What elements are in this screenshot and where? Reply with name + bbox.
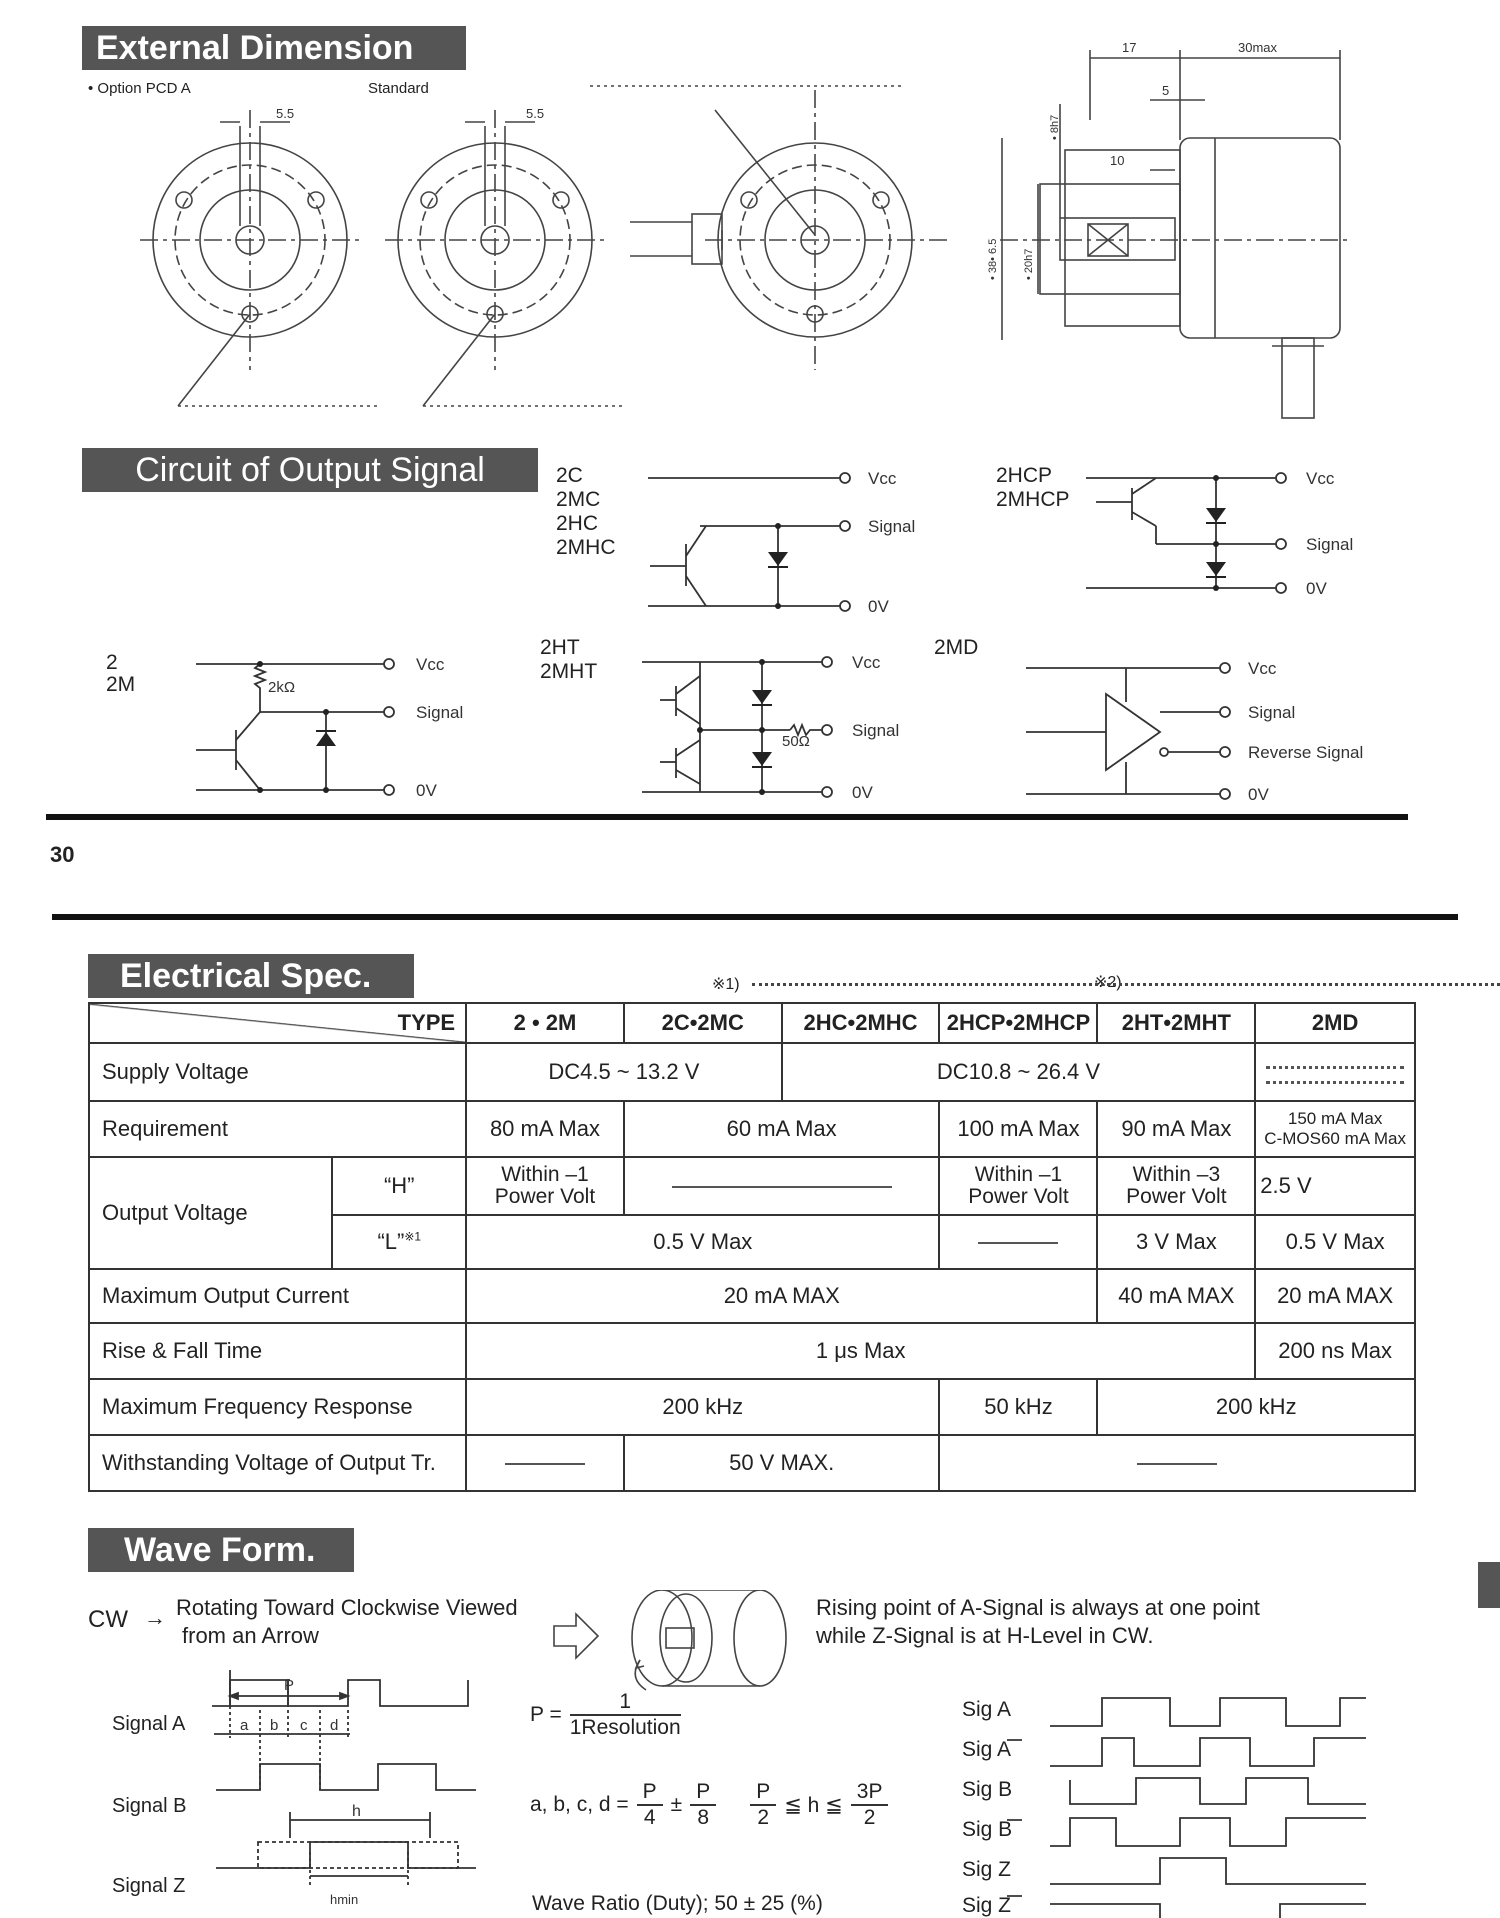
c2ht-resistor: 50Ω xyxy=(782,733,810,750)
frac-3p2 xyxy=(851,1780,889,1830)
frac-3p2-num: 3P xyxy=(851,1780,889,1806)
ov-l-mark: ※1 xyxy=(404,1229,422,1244)
rf-c15: 1 μs Max xyxy=(466,1323,1255,1379)
dim-10: 10 xyxy=(1110,153,1125,168)
dim-5-5-b: 5.5 xyxy=(526,106,545,121)
circuit-types-2ht: 2HT 2MHT xyxy=(540,636,598,683)
circuit-types-2c: 2C 2MC 2HC 2MHC xyxy=(556,464,616,559)
row-max-output-current: Maximum Output Current xyxy=(89,1269,466,1323)
formula-abcd xyxy=(530,1780,888,1830)
ov-l-c123: 0.5 V Max xyxy=(466,1215,939,1269)
dim-phi38: • 38• 6.5 xyxy=(987,238,999,280)
ov-l-label-cell xyxy=(332,1215,466,1269)
sig-b-bar: Sig B xyxy=(962,1818,1013,1841)
frac-p8-den: 8 xyxy=(697,1806,710,1829)
cw-arrow: → xyxy=(144,1605,166,1630)
rising-note-1: Rising point of A-Signal is always at one point xyxy=(816,1595,1260,1620)
wave-form-header xyxy=(88,1528,354,1572)
moc-c14: 20 mA MAX xyxy=(466,1269,1097,1323)
req-c6b: C-MOS60 mA Max xyxy=(1264,1129,1406,1148)
formula-p xyxy=(530,1690,681,1740)
ov-h-label: “H” xyxy=(332,1157,466,1215)
ws-c1 xyxy=(466,1435,624,1491)
c2-signal: Signal xyxy=(416,703,464,722)
timing-d: d xyxy=(330,1717,339,1734)
encoder-sketch xyxy=(550,1590,810,1700)
c2md-vcc: Vcc xyxy=(1248,659,1277,678)
req-c5: 90 mA Max xyxy=(1097,1101,1255,1157)
formula-pm: ± xyxy=(670,1793,683,1816)
mf-c123: 200 kHz xyxy=(466,1379,939,1435)
circuit-types-2md: 2MD xyxy=(934,636,979,659)
timing-h: h xyxy=(352,1803,361,1820)
col-2hc-2mhc: 2HC•2MHC xyxy=(782,1003,940,1043)
frac-3p2-den: 2 xyxy=(863,1806,876,1829)
ov-h-c4a: Within –1 xyxy=(974,1163,1063,1186)
formula-p-lhs: P = xyxy=(530,1703,562,1726)
col-2md: 2MD xyxy=(1255,1003,1415,1043)
frac-p2-den: 2 xyxy=(757,1806,770,1829)
formula-p-num: 1 xyxy=(570,1690,681,1716)
electrical-spec-title: Electrical Spec. xyxy=(120,956,372,995)
dim-17: 17 xyxy=(1122,40,1137,55)
note-mark-2: ※2) xyxy=(1094,974,1122,991)
frac-p8 xyxy=(690,1780,716,1830)
ov-h-c4b: Power Volt xyxy=(968,1185,1069,1208)
c2ht-vcc: Vcc xyxy=(852,653,881,672)
side-tab-marker xyxy=(1478,1562,1500,1608)
frac-p2-num: P xyxy=(750,1780,776,1806)
ov-h-c6 xyxy=(1255,1157,1415,1215)
moc-c6: 20 mA MAX xyxy=(1255,1269,1415,1323)
c2hcp-0v: 0V xyxy=(1306,579,1327,598)
electrical-spec-table xyxy=(88,1002,1416,1492)
type-header-cell xyxy=(89,1003,466,1043)
moc-c5: 40 mA MAX xyxy=(1097,1269,1255,1323)
circuit-types-2hcp: 2HCP 2MHCP xyxy=(996,464,1070,511)
c2md-signal: Signal xyxy=(1248,703,1296,722)
supply-2md xyxy=(1255,1043,1415,1101)
ov-h-c1a: Within –1 xyxy=(501,1163,589,1186)
timing-a: a xyxy=(240,1717,249,1734)
supply-v2: DC10.8 ~ 26.4 V xyxy=(782,1043,1256,1101)
ws-c456 xyxy=(939,1435,1415,1491)
note-mark-1: ※1) xyxy=(712,976,740,993)
c2c-0v: 0V xyxy=(868,597,889,616)
frac-p4 xyxy=(637,1780,663,1830)
ov-h-c6-val: 2.5 V xyxy=(1260,1173,1312,1198)
ws-c23: 50 V MAX. xyxy=(624,1435,940,1491)
row-output-voltage: Output Voltage xyxy=(89,1157,332,1269)
sig-z-bar: Sig Z xyxy=(962,1894,1012,1917)
req-c23: 60 mA Max xyxy=(624,1101,940,1157)
frac-p8-num: P xyxy=(690,1780,716,1806)
dim-30max: 30max xyxy=(1238,40,1278,55)
electrical-spec-header xyxy=(88,954,414,998)
c2md-reverse: Reverse Signal xyxy=(1248,743,1364,762)
ov-l-c5: 3 V Max xyxy=(1097,1215,1255,1269)
type-header: TYPE xyxy=(397,1010,456,1035)
row-withstanding: Withstanding Voltage of Output Tr. xyxy=(89,1435,466,1491)
formula-h-range: ≦ h ≦ xyxy=(784,1793,843,1817)
ov-l-label: “L” xyxy=(377,1229,405,1254)
signal-timing-diagram xyxy=(200,1670,490,1918)
c2-0v: 0V xyxy=(416,781,437,800)
ov-l-c6: 0.5 V Max xyxy=(1255,1215,1415,1269)
timing-p: P xyxy=(284,1677,295,1694)
dim-phi8: • 8h7 xyxy=(1049,114,1061,140)
col-2ht-2mht: 2HT•2MHT xyxy=(1097,1003,1255,1043)
wave-form-title: Wave Form. xyxy=(124,1530,316,1569)
ov-l-c4 xyxy=(939,1215,1097,1269)
timing-b: b xyxy=(270,1717,279,1734)
c2c-signal: Signal xyxy=(868,517,916,536)
row-max-frequency: Maximum Frequency Response xyxy=(89,1379,466,1435)
dotted-leader xyxy=(752,983,1500,986)
req-c4: 100 mA Max xyxy=(939,1101,1097,1157)
ov-h-c1b: Power Volt xyxy=(494,1185,596,1208)
rule-bottom xyxy=(52,914,1458,920)
sig-b: Sig B xyxy=(962,1778,1013,1801)
row-rise-fall: Rise & Fall Time xyxy=(89,1323,466,1379)
frac-p2 xyxy=(750,1780,776,1830)
row-supply-voltage: Supply Voltage xyxy=(89,1043,466,1101)
formula-p-fraction xyxy=(570,1690,681,1740)
frac-p4-num: P xyxy=(637,1780,663,1806)
formula-abcd-lhs: a, b, c, d = xyxy=(530,1793,629,1816)
c2hcp-signal: Signal xyxy=(1306,535,1354,554)
c2ht-0v: 0V xyxy=(852,783,873,802)
standard-label: Standard xyxy=(368,80,429,97)
c2-resistor: 2kΩ xyxy=(268,679,296,696)
row-requirement: Requirement xyxy=(89,1101,466,1157)
signal-a-label: Signal A xyxy=(112,1713,186,1735)
rule-top xyxy=(46,814,1408,820)
req-c6 xyxy=(1255,1101,1415,1157)
req-c6a: 150 mA Max xyxy=(1287,1109,1383,1128)
sig-a-bar: Sig A xyxy=(962,1738,1012,1761)
external-dimension-drawing xyxy=(0,0,1500,420)
sig-z: Sig Z xyxy=(962,1858,1012,1881)
sig-waveforms xyxy=(1050,1690,1370,1918)
circuit-types-2: 2 2M xyxy=(106,651,136,696)
ov-h-c1 xyxy=(466,1157,624,1215)
mf-c4: 50 kHz xyxy=(939,1379,1097,1435)
frac-p4-den: 4 xyxy=(643,1806,656,1829)
c2c-vcc: Vcc xyxy=(868,469,897,488)
signal-z-label: Signal Z xyxy=(112,1875,186,1897)
option-pcd-label: • Option PCD A xyxy=(88,80,191,97)
timing-hmin: hmin xyxy=(330,1892,359,1907)
c2hcp-vcc: Vcc xyxy=(1306,469,1335,488)
external-dimension-title: External Dimension xyxy=(96,28,414,67)
signal-b-label: Signal B xyxy=(112,1795,187,1817)
col-2hcp-2mhcp: 2HCP•2MHCP xyxy=(939,1003,1097,1043)
duty-ratio: Wave Ratio (Duty); 50 ± 25 (%) xyxy=(532,1892,823,1915)
supply-v1: DC4.5 ~ 13.2 V xyxy=(466,1043,782,1101)
ov-h-c5 xyxy=(1097,1157,1255,1215)
timing-c: c xyxy=(300,1717,308,1734)
page-number: 30 xyxy=(50,842,75,867)
ov-h-c23 xyxy=(624,1157,940,1215)
dim-phi20: • 20h7 xyxy=(1023,248,1035,280)
c2-vcc: Vcc xyxy=(416,655,445,674)
sig-overbars xyxy=(1000,1730,1030,1910)
mf-c56: 200 kHz xyxy=(1097,1379,1415,1435)
cw-desc-2: from an Arrow xyxy=(182,1623,319,1648)
req-c1: 80 mA Max xyxy=(466,1101,624,1157)
dim-5-5-a: 5.5 xyxy=(276,106,295,121)
cw-desc-1: Rotating Toward Clockwise Viewed xyxy=(176,1595,518,1620)
c2md-0v: 0V xyxy=(1248,785,1269,804)
col-2-2m: 2 • 2M xyxy=(466,1003,624,1043)
circuit-title: Circuit of Output Signal xyxy=(135,450,485,489)
formula-p-den: 1Resolution xyxy=(569,1716,681,1739)
cw-label: CW xyxy=(88,1606,128,1633)
ov-h-c4 xyxy=(939,1157,1097,1215)
c2ht-signal: Signal xyxy=(852,721,900,740)
ov-h-c5b: Power Volt xyxy=(1126,1185,1227,1208)
rf-c6: 200 ns Max xyxy=(1255,1323,1415,1379)
circuit-diagrams xyxy=(0,440,1500,820)
dim-5: 5 xyxy=(1162,83,1170,98)
rising-note-2: while Z-Signal is at H-Level in CW. xyxy=(816,1623,1154,1648)
sig-a: Sig A xyxy=(962,1698,1012,1721)
ov-h-c5a: Within –3 xyxy=(1132,1163,1221,1186)
col-2c-2mc: 2C•2MC xyxy=(624,1003,782,1043)
